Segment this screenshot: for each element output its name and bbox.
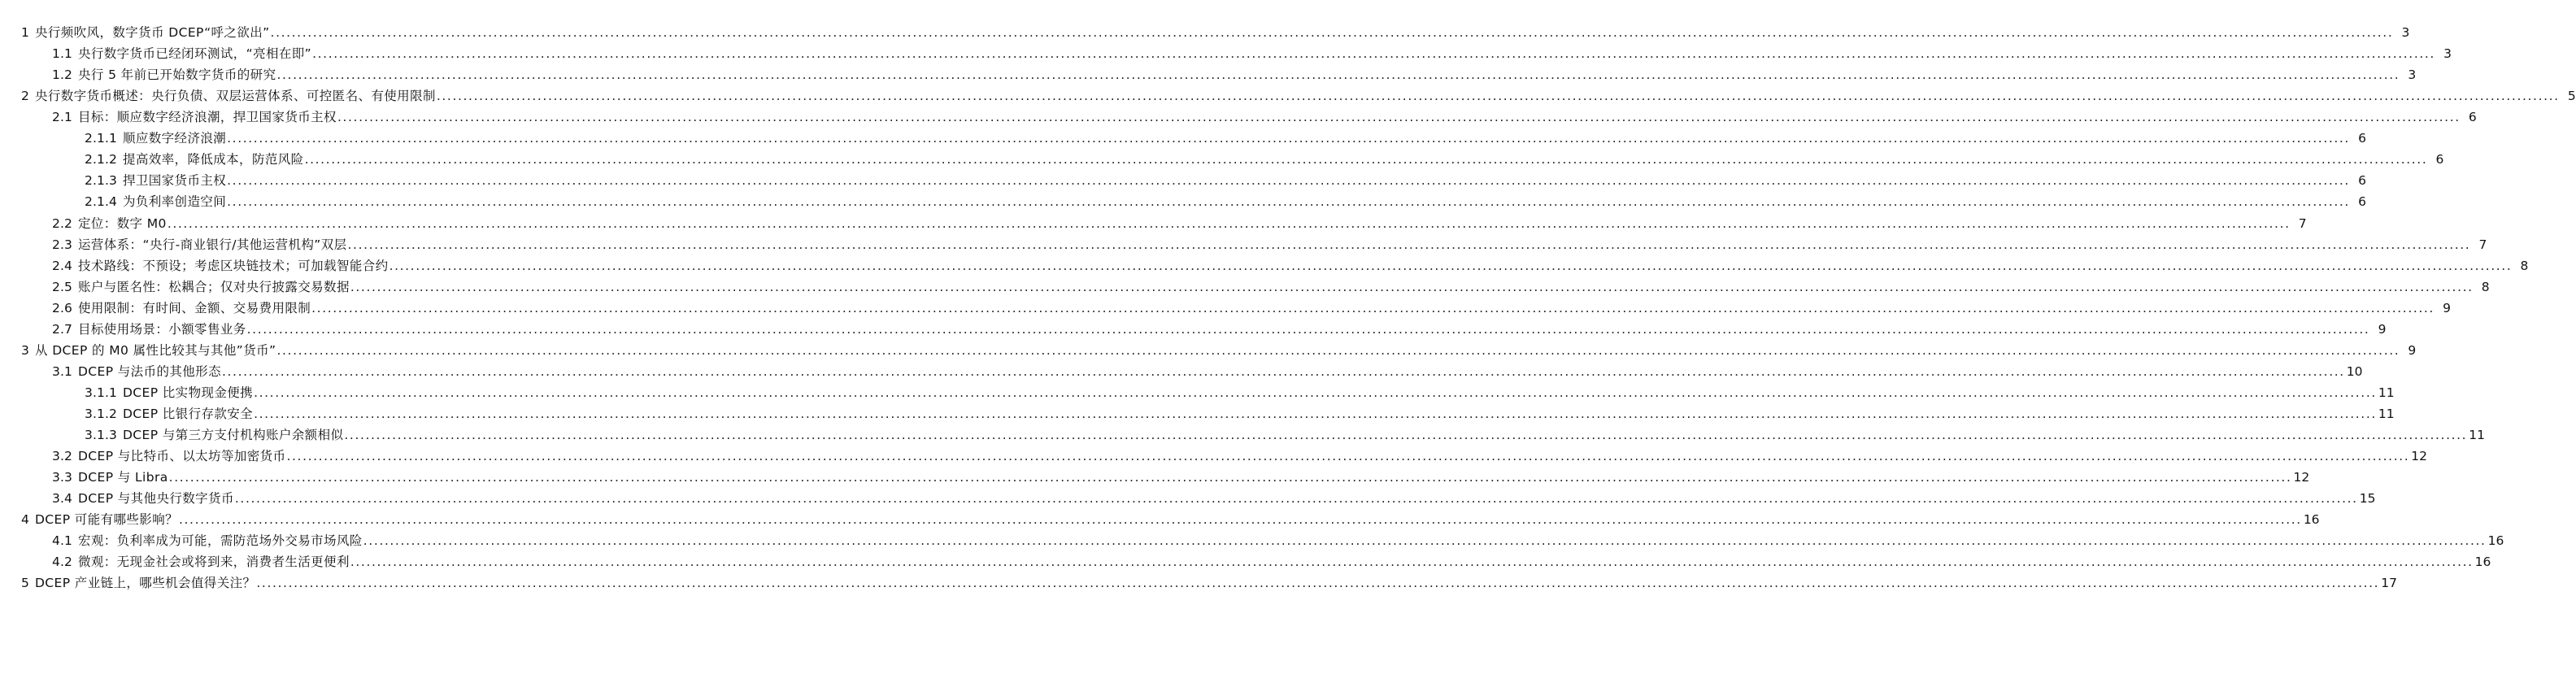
toc-entry-3-1-2[interactable] xyxy=(85,404,2395,424)
toc-entry-number: 5 xyxy=(21,576,29,591)
toc-entry-title: 定位：数字 M0 xyxy=(77,215,167,231)
toc-entry-2-1-1[interactable] xyxy=(85,128,2366,148)
toc-entry-title: 宏观：负利率成为可能，需防范场外交易市场风险 xyxy=(77,533,363,549)
toc-entry-1-2[interactable] xyxy=(52,65,2417,85)
toc-entry-number: 2.1.1 xyxy=(85,131,117,146)
toc-entry-title: 央行 5 年前已开始数字货币的研究 xyxy=(77,67,276,83)
toc-entry-number: 2.3 xyxy=(52,237,72,252)
toc-entry-title: 目标：顺应数字经济浪潮，捍卫国家货币主权 xyxy=(77,110,337,125)
toc-entry-page-number: 15 xyxy=(2359,491,2376,507)
dot-leader: ................................................................................................................................................................................................................................................................................................................................................................................................................ xyxy=(350,279,2474,294)
toc-entry-number: 3 xyxy=(21,342,29,358)
toc-entry-title: DCEP 与第三方支付机构账户余额相似 xyxy=(122,428,344,442)
toc-entry-number: 1 xyxy=(21,25,29,40)
toc-entry-page-number: 6 xyxy=(2468,110,2477,125)
toc-entry-title: DCEP 比银行存款安全 xyxy=(122,406,254,421)
toc-entry-number: 2.7 xyxy=(52,321,72,337)
dot-leader: ................................................................................................................................................................................................................................................................................................................................................................................................................ xyxy=(270,25,2394,40)
toc-entry-number: 2.4 xyxy=(52,258,72,273)
toc-entry-title: 为负利率创造空间 xyxy=(122,194,227,210)
dot-leader: ................................................................................................................................................................................................................................................................................................................................................................................................................ xyxy=(276,342,2400,358)
toc-entry-page-number: 9 xyxy=(2378,321,2387,337)
toc-entry-2-1-3[interactable] xyxy=(85,171,2366,190)
toc-entry-title: DCEP 与比特币、以太坊等加密货币 xyxy=(77,449,286,463)
toc-entry-number: 3.3 xyxy=(52,470,72,485)
toc-entry-2-4[interactable] xyxy=(52,256,2529,276)
dot-leader: ................................................................................................................................................................................................................................................................................................................................................................................................................ xyxy=(311,300,2435,315)
dot-leader: ................................................................................................................................................................................................................................................................................................................................................................................................................ xyxy=(256,576,2380,591)
toc-entry-title: 账户与匿名性：松耦合；仅对央行披露交易数据 xyxy=(77,279,350,294)
toc-entry-page-number: 11 xyxy=(2469,428,2485,442)
toc-entry-number: 3.1.3 xyxy=(85,428,117,442)
dot-leader: ................................................................................................................................................................................................................................................................................................................................................................................................................ xyxy=(221,363,2345,379)
dot-leader: ................................................................................................................................................................................................................................................................................................................................................................................................................ xyxy=(227,194,2350,210)
dot-leader: ................................................................................................................................................................................................................................................................................................................................................................................................................ xyxy=(167,215,2291,231)
toc-entry-page-number: 17 xyxy=(2381,576,2397,591)
dot-leader: ................................................................................................................................................................................................................................................................................................................................................................................................................ xyxy=(304,152,2428,167)
toc-entry-number: 3.1.2 xyxy=(85,406,117,421)
toc-entry-page-number: 7 xyxy=(2298,215,2307,231)
dot-leader: ................................................................................................................................................................................................................................................................................................................................................................................................................ xyxy=(227,131,2350,146)
dot-leader: ................................................................................................................................................................................................................................................................................................................................................................................................................ xyxy=(246,321,2370,337)
toc-entry-number: 2.6 xyxy=(52,300,72,315)
toc-entry-page-number: 16 xyxy=(2474,555,2491,570)
toc-entry-2-2[interactable] xyxy=(52,214,2307,233)
toc-entry-page-number: 6 xyxy=(2358,173,2366,189)
toc-entry-2-5[interactable] xyxy=(52,277,2490,297)
toc-entry-title: DCEP 与其他央行数字货币 xyxy=(77,491,234,507)
dot-leader: ................................................................................................................................................................................................................................................................................................................................................................................................................ xyxy=(227,173,2350,189)
toc-entry-page-number: 11 xyxy=(2378,406,2395,421)
toc-entry-number: 3.2 xyxy=(52,449,72,463)
toc-entry-page-number: 6 xyxy=(2358,131,2366,146)
toc-entry-title: DCEP 产业链上，哪些机会值得关注？ xyxy=(34,576,256,591)
toc-entry-title: 提高效率，降低成本，防范风险 xyxy=(122,152,304,167)
dot-leader: ................................................................................................................................................................................................................................................................................................................................................................................................................ xyxy=(286,449,2410,463)
toc-entry-number: 2.1.3 xyxy=(85,173,117,189)
toc-entry-page-number: 9 xyxy=(2408,342,2417,358)
toc-entry-2-7[interactable] xyxy=(52,320,2387,339)
toc-entry-page-number: 8 xyxy=(2481,279,2490,294)
toc-entry-number: 4.2 xyxy=(52,555,72,570)
toc-entry-2[interactable] xyxy=(21,86,2576,106)
toc-entry-title: 央行数字货币概述：央行负债、双层运营体系、可控匿名、有使用限制 xyxy=(34,89,436,104)
toc-entry-number: 2.5 xyxy=(52,279,72,294)
toc-entry-2-3[interactable] xyxy=(52,235,2487,254)
toc-entry-4-1[interactable] xyxy=(52,531,2504,550)
toc-entry-page-number: 11 xyxy=(2378,385,2395,400)
toc-entry-page-number: 7 xyxy=(2478,237,2487,252)
toc-entry-page-number: 6 xyxy=(2435,152,2444,167)
toc-entry-page-number: 12 xyxy=(2293,470,2310,485)
toc-entry-3[interactable] xyxy=(21,341,2417,360)
dot-leader: ................................................................................................................................................................................................................................................................................................................................................................................................................ xyxy=(350,555,2474,570)
dot-leader: ................................................................................................................................................................................................................................................................................................................................................................................................................ xyxy=(337,110,2461,125)
toc-entry-4[interactable] xyxy=(21,510,2320,529)
toc-entry-title: 运营体系：“央行-商业银行/其他运营机构”双层 xyxy=(77,237,347,252)
toc-entry-number: 1.2 xyxy=(52,67,72,83)
dot-leader: ................................................................................................................................................................................................................................................................................................................................................................................................................ xyxy=(436,89,2560,104)
toc-entry-3-1-1[interactable] xyxy=(85,383,2395,402)
toc-entry-title: 技术路线：不预设；考虑区块链技术；可加载智能合约 xyxy=(77,258,389,273)
toc-entry-2-1[interactable] xyxy=(52,107,2477,127)
toc-entry-title: 微观：无现金社会或将到来，消费者生活更便利 xyxy=(77,555,350,570)
dot-leader: ................................................................................................................................................................................................................................................................................................................................................................................................................ xyxy=(363,533,2487,549)
toc-entry-number: 3.1 xyxy=(52,363,72,379)
toc-entry-number: 3.1.1 xyxy=(85,385,117,400)
toc-entry-title: 顺应数字经济浪潮 xyxy=(122,131,227,146)
toc-entry-page-number: 3 xyxy=(2401,25,2410,40)
toc-entry-number: 1.1 xyxy=(52,46,72,61)
toc-entry-title: DCEP 与 Libra xyxy=(77,470,168,485)
dot-leader: ................................................................................................................................................................................................................................................................................................................................................................................................................ xyxy=(254,406,2377,421)
toc-entry-5[interactable] xyxy=(21,573,2397,593)
dot-leader: ................................................................................................................................................................................................................................................................................................................................................................................................................ xyxy=(312,46,2435,61)
toc-entry-number: 2 xyxy=(21,89,29,104)
toc-entry-number: 2.1.2 xyxy=(85,152,117,167)
toc-entry-title: 捍卫国家货币主权 xyxy=(122,173,227,189)
toc-entry-page-number: 12 xyxy=(2411,449,2428,463)
toc-entry-title: DCEP 比实物现金便携 xyxy=(122,385,254,400)
toc-entry-page-number: 9 xyxy=(2443,300,2451,315)
toc-entry-1[interactable] xyxy=(21,23,2410,42)
toc-entry-3-4[interactable] xyxy=(52,489,2376,508)
toc-entry-1-1[interactable] xyxy=(52,44,2452,63)
toc-entry-title: DCEP 与法币的其他形态 xyxy=(77,363,221,379)
toc-entry-title: 目标使用场景：小额零售业务 xyxy=(77,321,246,337)
toc-entry-4-2[interactable] xyxy=(52,552,2491,572)
toc-entry-number: 4.1 xyxy=(52,533,72,549)
toc-entry-number: 3.4 xyxy=(52,491,72,507)
toc-entry-2-6[interactable] xyxy=(52,298,2451,318)
toc-entry-title: DCEP 可能有哪些影响？ xyxy=(34,512,178,528)
toc-entry-2-1-2[interactable] xyxy=(85,150,2444,169)
toc-entry-page-number: 6 xyxy=(2358,194,2366,210)
dot-leader: ................................................................................................................................................................................................................................................................................................................................................................................................................ xyxy=(179,512,2302,528)
toc-entry-page-number: 16 xyxy=(2487,533,2504,549)
toc-entry-3-2[interactable] xyxy=(52,446,2428,466)
toc-entry-3-3[interactable] xyxy=(52,468,2310,487)
dot-leader: ................................................................................................................................................................................................................................................................................................................................................................................................................ xyxy=(347,237,2471,252)
toc-entry-title: 央行数字货币已经闭环测试，“亮相在即” xyxy=(77,46,312,61)
dot-leader: ................................................................................................................................................................................................................................................................................................................................................................................................................ xyxy=(389,258,2513,273)
toc-entry-number: 4 xyxy=(21,512,29,528)
toc-entry-page-number: 5 xyxy=(2567,89,2576,104)
dot-leader: ................................................................................................................................................................................................................................................................................................................................................................................................................ xyxy=(276,67,2400,83)
toc-entry-page-number: 3 xyxy=(2443,46,2452,61)
toc-entry-3-1-3[interactable] xyxy=(85,425,2485,445)
dot-leader: ................................................................................................................................................................................................................................................................................................................................................................................................................ xyxy=(254,385,2377,400)
toc-entry-number: 2.1 xyxy=(52,110,72,125)
toc-entry-page-number: 10 xyxy=(2346,363,2363,379)
dot-leader: ................................................................................................................................................................................................................................................................................................................................................................................................................ xyxy=(234,491,2358,507)
toc-entry-title: 从 DCEP 的 M0 属性比较其与其他”货币” xyxy=(34,342,276,358)
dot-leader: ................................................................................................................................................................................................................................................................................................................................................................................................................ xyxy=(168,470,2292,485)
toc-entry-page-number: 8 xyxy=(2520,258,2529,273)
toc-entry-2-1-4[interactable] xyxy=(85,192,2366,211)
dot-leader: ................................................................................................................................................................................................................................................................................................................................................................................................................ xyxy=(344,428,2468,442)
toc-entry-title: 央行频吹风，数字货币 DCEP“呼之欲出” xyxy=(34,25,270,40)
toc-entry-page-number: 16 xyxy=(2303,512,2320,528)
toc-entry-number: 2.1.4 xyxy=(85,194,117,210)
toc-entry-3-1[interactable] xyxy=(52,362,2363,381)
toc-entry-page-number: 3 xyxy=(2408,67,2417,83)
toc-entry-title: 使用限制：有时间、金额、交易费用限制 xyxy=(77,300,311,315)
toc-entry-number: 2.2 xyxy=(52,215,72,231)
